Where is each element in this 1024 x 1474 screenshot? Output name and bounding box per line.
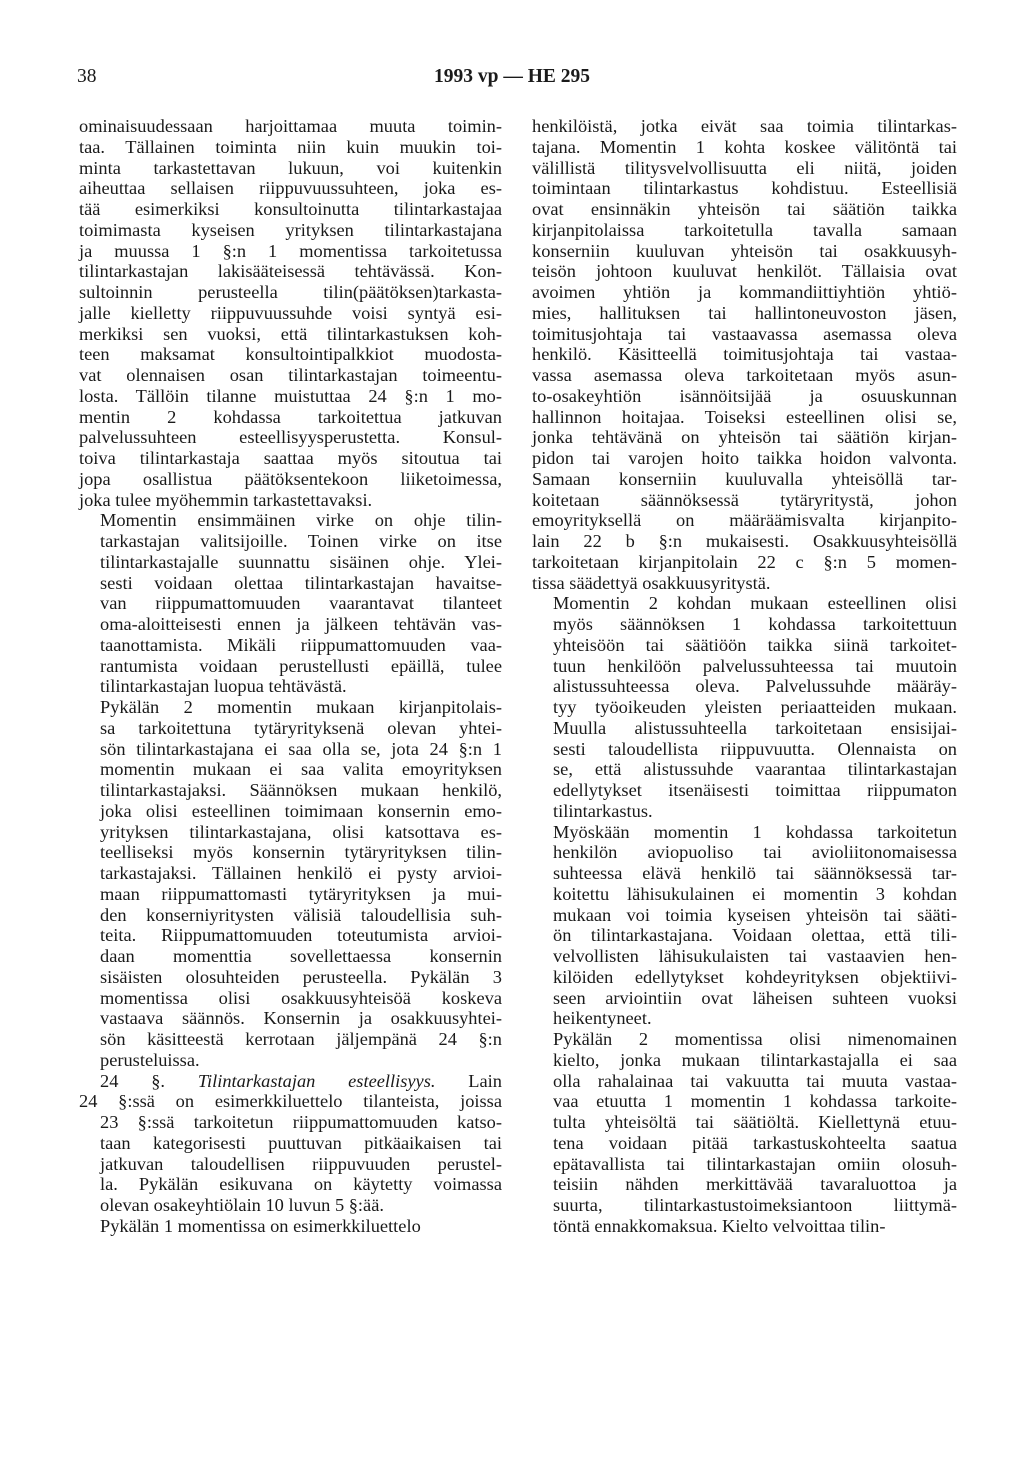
text-line: vat olennaisen osan tilintarkastajan toimeentu- (79, 365, 502, 385)
text-line: vaa etuutta 1 momentin 1 kohdassa tarkoite- (553, 1091, 957, 1112)
text-line: tarkastajan valitsijoille. Toinen virke on itse (100, 531, 502, 551)
text-line: jatkuvan taloudellisen riippuvuuden perustel- (100, 1153, 502, 1174)
left-text-column (79, 116, 502, 1237)
text-line: kilöiden edellytykset kohdeyrityksen objektiivi- (553, 966, 957, 987)
text-line: joka tulee myöhemmin tarkastettavaksi. (79, 489, 373, 510)
text-line: teen maksamat konsultointipalkkiot muodosta- (79, 344, 502, 365)
paragraph (79, 1071, 502, 1216)
text-line: tilintarkastajan luopua tehtävästä. (100, 676, 347, 697)
text-line: koitetaan säännöksessä tytäryritystä, johon (532, 489, 957, 510)
text-line: tarkastajaksi. Tällainen henkilö ei pysty arvioi- (100, 863, 502, 883)
text-line: 24 §:ssä on esimerkkiluettelo tilanteista, joissa (79, 1091, 502, 1112)
text-line: jonka tehtävänä on yhteisön tai säätiön kirjan- (532, 427, 957, 448)
text-line: edellytykset itsenäisesti toimittaa riippumaton (553, 780, 957, 800)
text-line: ja muussa 1 §:n 1 momentissa tarkoitetussa (79, 240, 502, 261)
text-line: taanottamista. Mikäli riippumattomuuden vaa- (100, 634, 502, 655)
section-title: Tilintarkastajan esteellisyys. (197, 1070, 436, 1091)
text-line: lain 22 b §:n mukaisesti. Osakkuusyhteisöllä (532, 531, 957, 551)
text-line: Myöskään momentin 1 kohdassa tarkoitetun (553, 821, 957, 842)
text-line: emoyrityksellä on määräämisvalta kirjanpito- (532, 510, 957, 531)
text-line: mukaan voi toimia kyseisen yhteisön tai sääti- (553, 904, 957, 925)
text-line: tarkoitetaan kirjanpitolain 22 c §:n 5 momen- (532, 551, 957, 572)
text-line: tilintarkastajaksi. Säännöksen mukaan henkilö, (100, 780, 502, 800)
text-line: velvollisten lähisukulaisten tai vastaavien hen- (553, 946, 957, 966)
text-line: konserniin kuuluvan yhteisön tai osakkuusyh- (532, 240, 957, 261)
text-line: sisäisten olosuhteiden perusteella. Pykälän 3 (100, 966, 502, 987)
text-line: 23 §:ssä tarkoitetun riippumattomuuden katso- (100, 1112, 502, 1132)
text-line: van riippumattomuuden vaarantavat tilanteet (100, 593, 502, 614)
text-line: henkilö. Käsitteellä toimitusjohtaja tai vastaa- (532, 344, 957, 365)
text-line: daan momenttia sovellettaessa konsernin (100, 946, 502, 966)
text-line: ovat ensinnäkin yhteisön tai säätiön taikka (532, 199, 957, 219)
text-line: suhteessa elävä henkilö tai säännöksessä tar- (553, 863, 957, 883)
text-line: alistussuhteessa oleva. Palvelussuhde määräy- (553, 676, 957, 697)
paragraph (532, 593, 957, 821)
page-header (0, 66, 1024, 96)
text-line: hallinnon hoitajaa. Toiseksi esteellinen olisi se, (532, 406, 957, 427)
section-heading-line (79, 1071, 502, 1092)
text-line: rantumista voidaan perustellusti epäillä, tulee (100, 655, 502, 676)
text-line: momentissa olisi osakkuusyhteisöä koskeva (100, 987, 502, 1008)
text-line: yhteisöön tai säätiöön taikka siinä tarkoitet- (553, 634, 957, 655)
text-line: tajana. Momentin 1 kohta koskee välitöntä tai (532, 136, 957, 157)
text-line: jalle kielletty riippuvuussuhde voisi syntyä esi- (79, 302, 502, 323)
text-line: tissa säädettyä osakkuusyritystä. (532, 572, 771, 593)
page-number: 38 (77, 66, 97, 87)
text-line: yrityksen tilintarkastajana, olisi katsottava es- (100, 821, 502, 842)
text-line: tilintarkastajan lakisääteisessä tehtävässä. Kon- (79, 261, 502, 282)
text-line: välillistä tilitysvelvollisuutta eli niitä, joiden (532, 157, 957, 178)
text-line: maan riippumattomasti tytäryrityksen ja mui- (100, 883, 502, 904)
text-line: henkilöistä, jotka eivät saa toimia tilintarkas- (532, 116, 957, 136)
text-line: den konserniyritysten välisiä taloudellisia suh- (100, 904, 502, 925)
text-line: taan kategorisesti puuttuvan pitkäaikaisen tai (100, 1132, 502, 1153)
text-line: merkiksi sen vuoksi, että tilintarkastuksen koh- (79, 323, 502, 344)
right-text-column (532, 116, 957, 1237)
text-line: vassa asemassa oleva tarkoitetaan myös asun- (532, 365, 957, 385)
text-line: vastaava säännös. Konsernin ja osakkuusyhtei- (100, 1008, 502, 1029)
text-line: la. Pykälän esikuvana on käytetty voimassa (100, 1174, 502, 1195)
text-line: Momentin ensimmäinen virke on ohje tilin- (100, 510, 502, 531)
text-line: mentin 2 kohdassa tarkoitettua jatkuvan (79, 406, 502, 427)
text-line: tilintarkastajalle suunnattu sisäinen ohje. Ylei- (100, 551, 502, 572)
text-line: joka olisi esteellinen toimimaan konsernin emo- (100, 800, 502, 821)
text-line: tää esimerkiksi konsultoinutta tilintarkastajaa (79, 199, 502, 219)
text-line: perusteluissa. (100, 1049, 200, 1070)
text-line: olevan osakeyhtiölain 10 luvun 5 §:ää. (100, 1195, 384, 1215)
text-line: aiheuttaa sellaisen riippuvuussuhteen, joka es- (79, 178, 502, 199)
text-line: tena voidaan pitää tarkastuskohteelta saatua (553, 1132, 957, 1153)
running-title: 1993 vp — HE 295 (433, 66, 591, 87)
text-line: Muulla alistussuhteella tarkoitetaan ensisijai- (553, 717, 957, 738)
text-line: sön käsitteestä kerrotaan jäljempänä 24 §:n (100, 1029, 502, 1049)
text-line: Samaan konserniin kuuluvalla yhteisöllä tar- (532, 468, 957, 489)
paragraph (532, 116, 957, 593)
text-line: toimintaan tilintarkastus kohdistuu. Esteellisiä (532, 178, 957, 199)
section-number: 24 §. (100, 1070, 165, 1091)
text-line: koitettu lähisukulainen ei momentin 3 kohdan (553, 883, 957, 904)
text-line: Pykälän 2 momentissa olisi nimenomainen (553, 1029, 957, 1049)
text-line: töntä ennakkomaksua. Kielto velvoittaa tilin- (553, 1215, 886, 1236)
text-line: teita. Riippumattomuuden toteutumista arvioi- (100, 925, 502, 946)
text-line: myös säännöksen 1 kohdassa tarkoitettuun (553, 614, 957, 634)
text-line: to-osakeyhtiön isännöitsijää ja osuuskunnan (532, 385, 957, 406)
text-line: kielto, jonka mukaan tilintarkastajalla ei saa (553, 1049, 957, 1070)
text-line: toiva tilintarkastaja saattaa myös sitoutua tai (79, 448, 502, 468)
paragraph (79, 697, 502, 1071)
text-line: teisön johtoon kuuluvat henkilöt. Tällaisia ovat (532, 261, 957, 282)
text-line: oma-aloitteisesti ennen ja jälkeen tehtävän vas- (100, 614, 502, 634)
text-line: ominaisuudessaan harjoittamaa muuta toimin- (79, 116, 502, 136)
text-line: palvelussuhteen esteellisyysperustetta. Konsul- (79, 427, 502, 448)
text-line: epätavallista tai tilintarkastajan omiin olosuh- (553, 1153, 957, 1174)
text-line: sesti voidaan olettaa tilintarkastajan havaitse- (100, 572, 502, 593)
text-line: sesti taloudellista riippuvuutta. Olennaista on (553, 738, 957, 759)
text-line: tuun henkilöön palvelussuhteessa tai muutoin (553, 655, 957, 676)
text-line: toimitusjohtaja tai vastaavassa asemassa oleva (532, 323, 957, 344)
paragraph (532, 1029, 957, 1237)
paragraph (79, 1216, 502, 1237)
text-line: tyy työoikeuden yleisten periaatteiden mukaan. (553, 697, 957, 717)
text-line: mies, hallituksen tai hallintoneuvoston jäsen, (532, 302, 957, 323)
text-line: toimimasta kyseisen yrityksen tilintarkastajana (79, 219, 502, 240)
section-heading-continuation: Lain (468, 1070, 502, 1091)
text-line: losta. Tällöin tilanne muistuttaa 24 §:n 1 mo- (79, 385, 502, 406)
text-line: olla rahalainaa tai vakuutta tai muuta vastaa- (553, 1070, 957, 1091)
text-line: Momentin 2 kohdan mukaan esteellinen olisi (553, 593, 957, 614)
text-line: teelliseksi myös konsernin tytäryrityksen tilin- (100, 842, 502, 863)
paragraph (79, 510, 502, 697)
text-line: henkilön aviopuoliso tai avioliitonomaisessa (553, 842, 957, 863)
paragraph (79, 116, 502, 510)
text-line: ön tilintarkastajana. Voidaan olettaa, että tili- (553, 925, 957, 946)
text-line: kirjanpitolaissa tarkoitetulla tavalla samaan (532, 219, 957, 240)
paragraph (532, 822, 957, 1030)
text-line: momentin mukaan ei saa valita emoyrityksen (100, 759, 502, 780)
text-line: Pykälän 2 momentin mukaan kirjanpitolais- (100, 697, 502, 717)
text-line: heikentyneet. (553, 1008, 652, 1029)
text-line: pidon tai varojen hoito taikka hoidon valvonta. (532, 448, 957, 468)
text-line: tilintarkastus. (553, 800, 653, 821)
text-line: tulta yhteisöltä tai säätiöltä. Kiellettynä etuu- (553, 1112, 957, 1132)
text-line: taa. Tällainen toiminta niin kuin muukin toi- (79, 136, 502, 157)
text-line: Pykälän 1 momentissa on esimerkkiluettelo (100, 1215, 421, 1236)
text-line: teisiin nähden merkittävää tavaraluottoa ja (553, 1174, 957, 1195)
text-line: sa tarkoitettuna tytäryrityksenä olevan yhtei- (100, 717, 502, 738)
text-line: sön tilintarkastajana ei saa olla se, jota 24 §:n 1 (100, 738, 502, 759)
text-line: avoimen yhtiön ja kommandiittiyhtiön yhtiö- (532, 282, 957, 302)
text-line: se, että alistussuhde vaarantaa tilintarkastajan (553, 759, 957, 780)
text-line: seen arviointiin ovat läheisen suhteen vuoksi (553, 987, 957, 1008)
text-line: minta tarkastettavan lukuun, voi kuitenkin (79, 157, 502, 178)
text-line: jopa osallistua päätöksentekoon liiketoimessa, (79, 468, 502, 489)
text-line: sultoinnin perusteella tilin(päätöksen)tarkasta- (79, 282, 502, 302)
text-line: suurta, tilintarkastustoimeksiantoon liittymä- (553, 1195, 957, 1215)
